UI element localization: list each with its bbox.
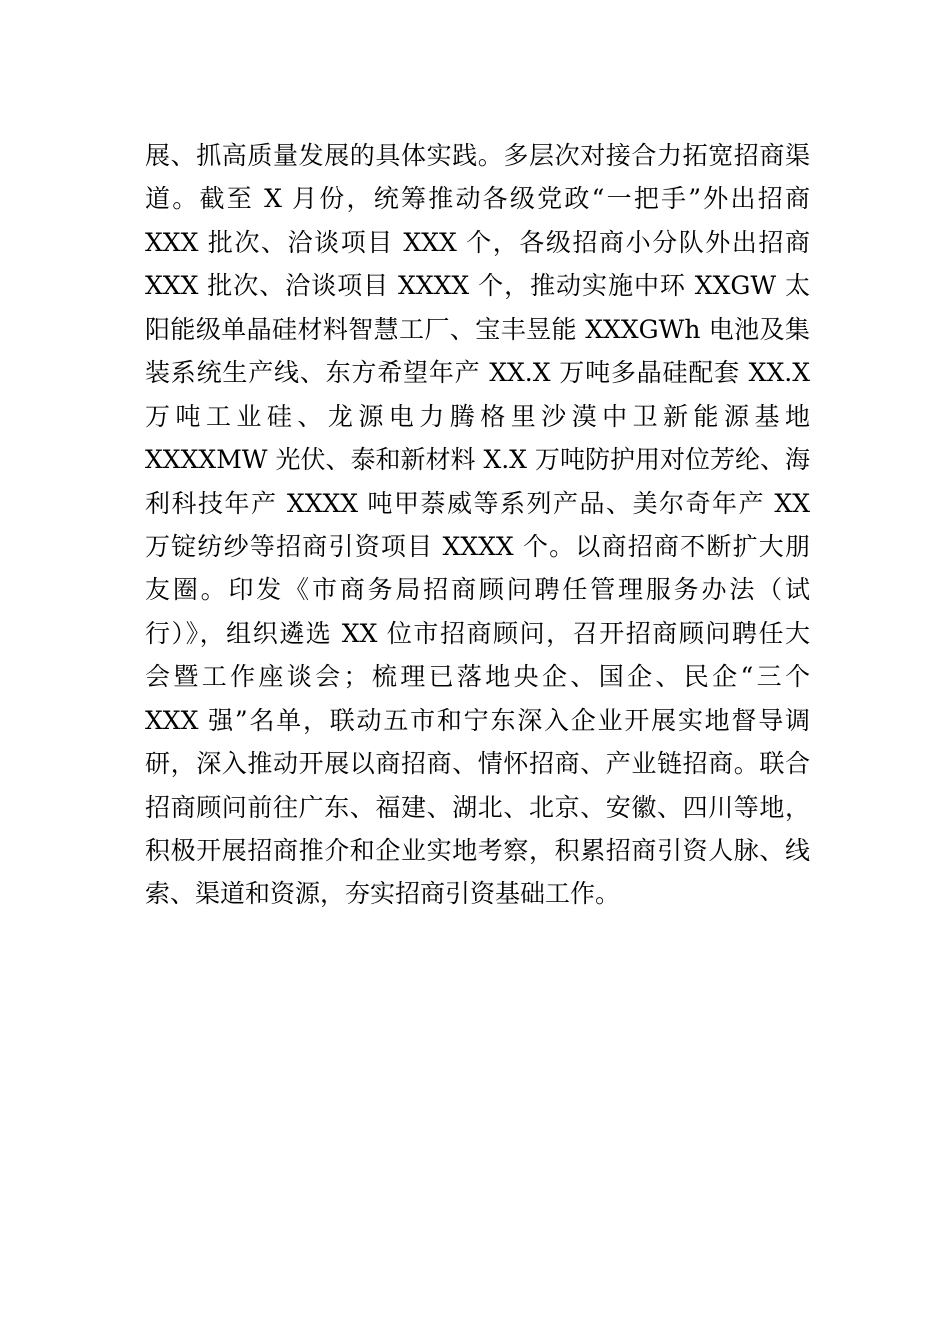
text-line: 道。截至 X 月份，统筹推动各级党政“一把手”外出招商 <box>145 184 810 214</box>
text-line: XXXXMW 光伏、泰和新材料 X.X 万吨防护用对位芳纶、海 <box>145 445 810 475</box>
text-line: 招商顾问前往广东、福建、湖北、北京、安徽、四川等地， <box>145 792 810 822</box>
text-line: 阳能级单晶硅材料智慧工厂、宝丰昱能 XXXGWh 电池及集 <box>145 314 810 344</box>
text-line: 积极开展招商推介和企业实地考察，积累招商引资人脉、线 <box>145 836 810 865</box>
text-line: 利科技年产 XXXX 吨甲萘威等系列产品、美尔奇年产 XX <box>145 488 810 518</box>
text-line: 研，深入推动开展以商招商、情怀招商、产业链招商。联合 <box>145 749 810 779</box>
text-line: 会暨工作座谈会；梳理已落地央企、国企、民企“三个 <box>145 662 810 692</box>
text-line: XXX 强”名单，联动五市和宁东深入企业开展实地督导调 <box>145 705 810 735</box>
text-line: 万吨工业硅、龙源电力腾格里沙漠中卫新能源基地 <box>145 401 810 431</box>
text-line: 行）》，组织遴选 XX 位市招商顾问，召开招商顾问聘任大 <box>145 618 810 648</box>
text-line: 万锭纺纱等招商引资项目 XXXX 个。以商招商不断扩大朋 <box>145 531 810 561</box>
body-paragraph <box>145 134 810 916</box>
text-line: XXX 批次、洽谈项目 XXX 个，各级招商小分队外出招商 <box>145 227 810 257</box>
text-line: XXX 批次、洽谈项目 XXXX 个，推动实施中环 XXGW 太 <box>145 271 810 301</box>
text-line: 展、抓高质量发展的具体实践。多层次对接合力拓宽招商渠 <box>145 141 810 170</box>
text-line: 友圈。印发《市商务局招商顾问聘任管理服务办法（试 <box>145 575 810 605</box>
text-line: 装系统生产线、东方希望年产 XX.X 万吨多晶硅配套 XX.X <box>145 358 810 388</box>
text-line: 索、渠道和资源，夯实招商引资基础工作。 <box>145 879 621 909</box>
